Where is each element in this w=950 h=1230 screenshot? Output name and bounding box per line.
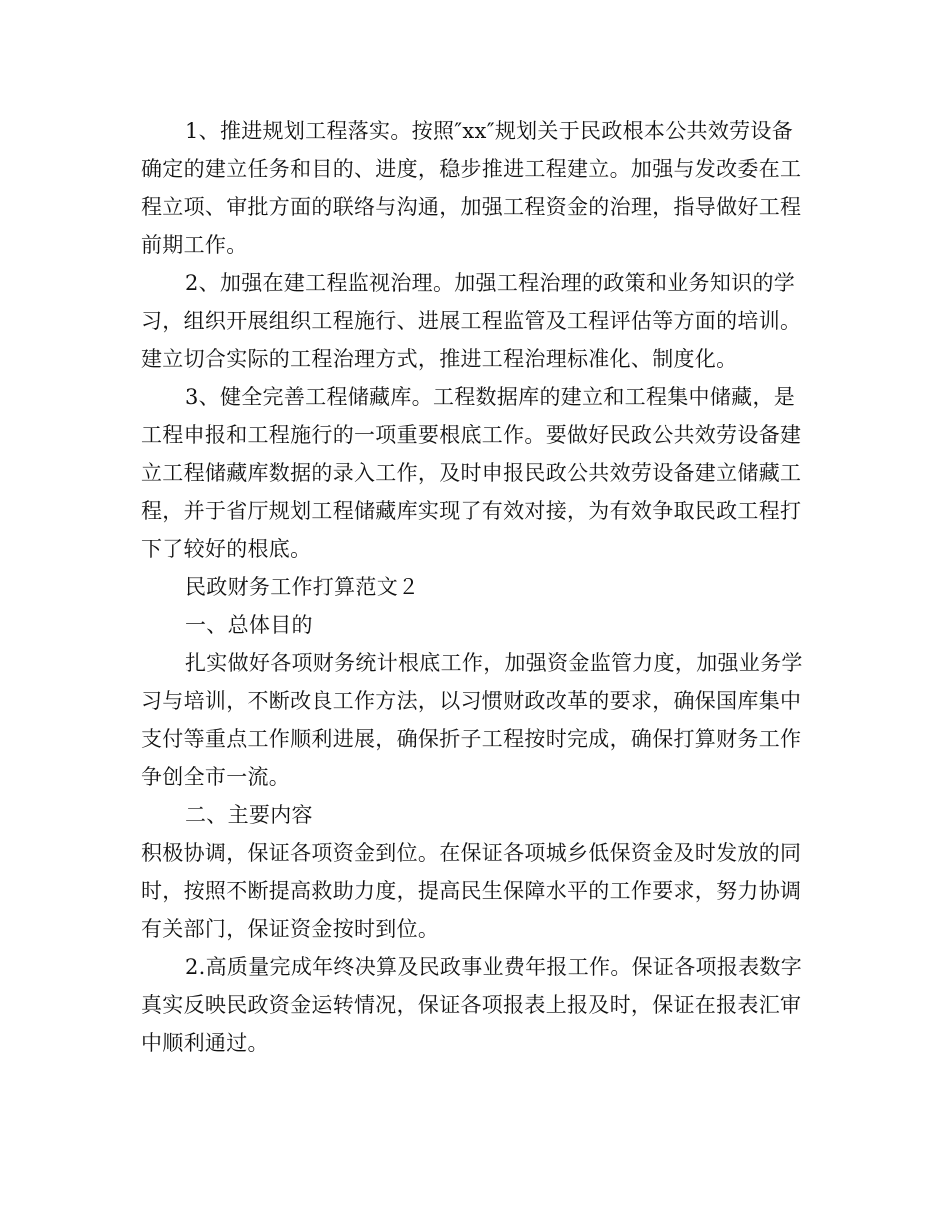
paragraph-funds-coordination: 积极协调，保证各项资金到位。在保证各项城乡低保资金及时发放的同时，按照不断提高救助力度，提高民生保障水平的工作要求，努力协调有关部门，保证资金按时到位。 [141, 841, 802, 941]
section-title-finance-plan: 民政财务工作打算范文２ [185, 575, 420, 599]
paragraph-overall-goal: 扎实做好各项财务统计根底工作，加强资金监管力度，加强业务学习与培训，不断改良工作方法，以习惯财政改革的要求，确保国库集中支付等重点工作顺利进展，确保折子工程按时完成，确保打算财务工作争创全市一流。 [141, 651, 803, 789]
document-body [141, 112, 813, 1062]
paragraph-project-reserve: 3、健全完善工程储藏库。工程数据库的建立和工程集中储藏，是工程申报和工程施行的一项重要根底工作。要做好民政公共效劳设备建立工程储藏库数据的录入工作，及时申报民政公共效劳设备建立储藏工程，并于省厅规划工程储藏库实现了有效对接，为有效争取民政工程打下了较好的根底。 [141, 385, 802, 561]
heading-main-content: 二、主要内容 [185, 803, 313, 827]
paragraph-plan-implementation: 1、推进规划工程落实。按照″xx″规划关于民政根本公共效劳设备确定的建立任务和目的、进度，稳步推进工程建立。加强与发改委在工程立项、审批方面的联络与沟通，加强工程资金的治理，指导做好工程前期工作。 [141, 119, 802, 257]
paragraph-project-supervision: 2、加强在建工程监视治理。加强工程治理的政策和业务知识的学习，组织开展组织工程施行、进展工程监管及工程评估等方面的培训。建立切合实际的工程治理方式，推进工程治理标准化、制度化。 [141, 271, 802, 371]
paragraph-final-accounts: 2.高质量完成年终决算及民政事业费年报工作。保证各项报表数字真实反映民政资金运转情况，保证各项报表上报及时，保证在报表汇审中顺利通过。 [141, 955, 803, 1055]
heading-overall-goal: 一、总体目的 [185, 613, 313, 637]
